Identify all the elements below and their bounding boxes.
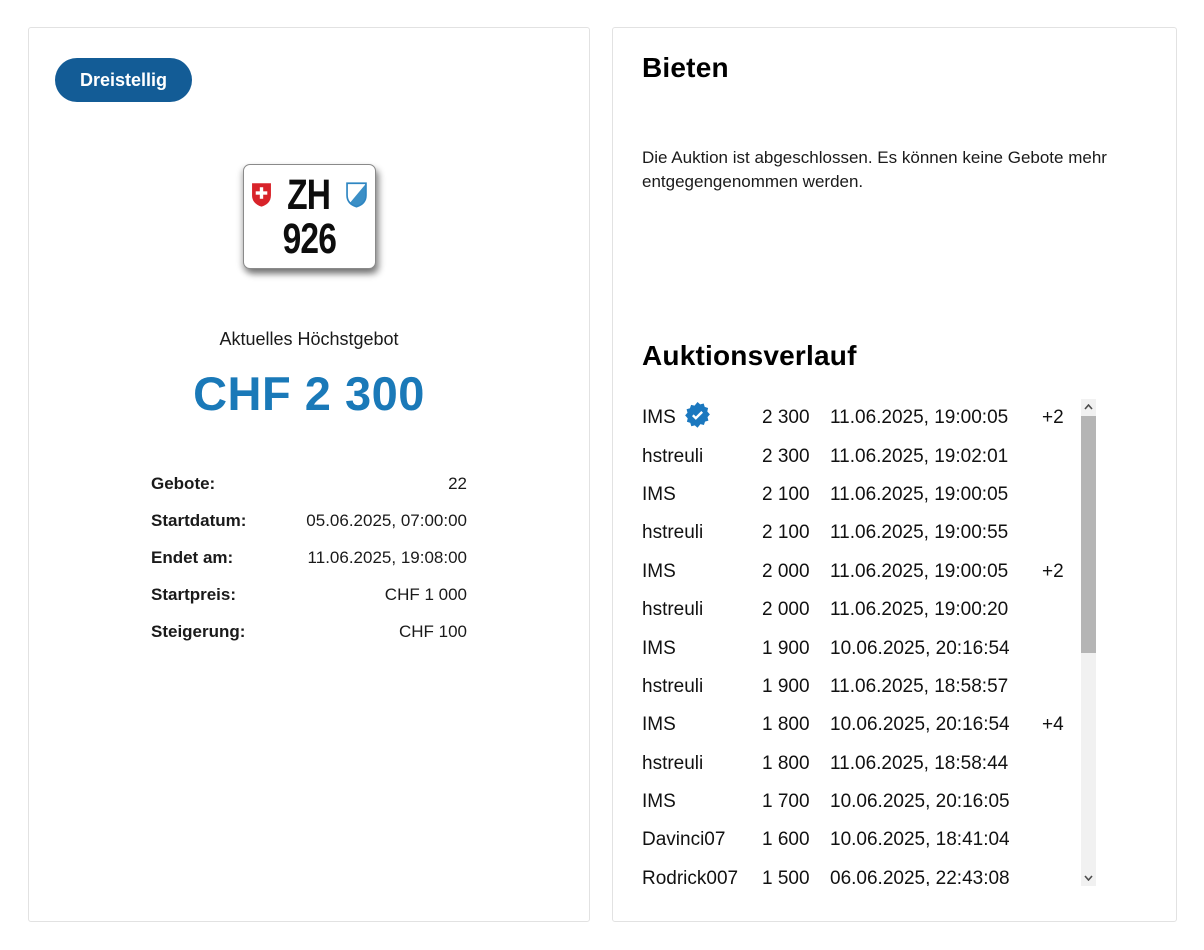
bidder-cell bbox=[642, 753, 762, 775]
bid-datetime: 11.06.2025, 19:00:05 bbox=[830, 560, 1009, 582]
bidding-title: Bieten bbox=[642, 52, 729, 83]
bidder-cell bbox=[642, 522, 762, 544]
bidder-cell bbox=[642, 676, 762, 698]
bidder-name: IMS bbox=[642, 637, 676, 659]
bid-extra: +2 bbox=[1042, 407, 1064, 429]
bid-amount: 1 700 bbox=[762, 791, 810, 813]
license-plate-image bbox=[243, 164, 376, 269]
bidder-name: IMS bbox=[642, 483, 676, 505]
bid-amount: 1 900 bbox=[762, 637, 810, 659]
detail-row bbox=[151, 539, 467, 576]
bid-amount: 1 600 bbox=[762, 829, 810, 851]
verified-badge-icon bbox=[684, 402, 711, 435]
bidder-name: hstreuli bbox=[642, 675, 704, 697]
bid-row bbox=[642, 668, 1081, 706]
detail-label: Gebote: bbox=[151, 473, 216, 493]
swiss-shield-icon bbox=[251, 182, 272, 208]
history-scrollbar[interactable] bbox=[1081, 399, 1096, 886]
bid-datetime: 10.06.2025, 18:41:04 bbox=[830, 829, 1010, 851]
highest-bid-label: Aktuelles Höchstgebot bbox=[219, 329, 399, 349]
bid-datetime: 10.06.2025, 20:16:54 bbox=[830, 714, 1010, 736]
detail-label: Startdatum: bbox=[151, 510, 247, 530]
bidder-name: IMS bbox=[642, 791, 676, 813]
bidder-name: IMS bbox=[642, 407, 676, 429]
bid-row bbox=[642, 437, 1081, 475]
bidder-cell bbox=[642, 561, 762, 583]
bid-amount: 2 000 bbox=[762, 599, 810, 621]
bid-row bbox=[642, 591, 1081, 629]
bid-amount: 2 300 bbox=[762, 407, 810, 429]
bidder-cell bbox=[642, 484, 762, 506]
category-badge: Dreistellig bbox=[55, 58, 192, 102]
bid-datetime: 06.06.2025, 22:43:08 bbox=[830, 867, 1010, 886]
bid-rows bbox=[642, 399, 1081, 886]
bid-datetime: 11.06.2025, 19:00:05 bbox=[830, 407, 1009, 429]
bid-extra: +4 bbox=[1042, 714, 1064, 736]
detail-label: Endet am: bbox=[151, 547, 234, 567]
bidder-name: hstreuli bbox=[642, 522, 704, 544]
bid-row bbox=[642, 629, 1081, 667]
history-title: Auktionsverlauf bbox=[642, 340, 857, 371]
bidding-card bbox=[612, 27, 1177, 922]
bid-amount: 2 300 bbox=[762, 445, 810, 467]
scrollbar-thumb[interactable] bbox=[1081, 416, 1096, 653]
detail-row bbox=[151, 576, 467, 613]
bidder-cell bbox=[642, 599, 762, 621]
auction-closed-message: Die Auktion ist abgeschlossen. Es können keine Gebote mehr entgegengenommen werden. bbox=[642, 148, 1107, 191]
plate-card bbox=[28, 27, 590, 922]
bid-datetime: 10.06.2025, 20:16:54 bbox=[830, 637, 1010, 659]
bid-row bbox=[642, 745, 1081, 783]
bid-amount: 1 900 bbox=[762, 675, 810, 697]
bid-amount: 2 100 bbox=[762, 483, 810, 505]
bidder-cell bbox=[642, 868, 762, 886]
bidder-cell bbox=[642, 402, 762, 435]
bid-datetime: 11.06.2025, 18:58:57 bbox=[830, 675, 1009, 697]
bidder-name: IMS bbox=[642, 560, 676, 582]
bidder-name: hstreuli bbox=[642, 752, 704, 774]
bidder-name: IMS bbox=[642, 714, 676, 736]
bid-amount: 2 000 bbox=[762, 560, 810, 582]
zurich-shield-icon bbox=[346, 182, 367, 208]
detail-value: 05.06.2025, 07:00:00 bbox=[306, 510, 467, 530]
plate-image-wrap bbox=[55, 164, 563, 269]
plate-canton-code: ZH bbox=[287, 170, 331, 219]
scroll-down-icon[interactable] bbox=[1081, 870, 1096, 886]
bid-row bbox=[642, 821, 1081, 859]
scroll-up-icon[interactable] bbox=[1081, 399, 1096, 415]
auction-details bbox=[151, 465, 467, 650]
bidder-name: Rodrick007 bbox=[642, 867, 739, 886]
bidder-name: Davinci07 bbox=[642, 829, 726, 851]
bid-datetime: 11.06.2025, 19:02:01 bbox=[830, 445, 1009, 467]
bid-datetime: 11.06.2025, 19:00:05 bbox=[830, 483, 1009, 505]
bidder-cell bbox=[642, 791, 762, 813]
bid-amount: 1 800 bbox=[762, 714, 810, 736]
bid-row bbox=[642, 706, 1081, 744]
bid-amount: 1 800 bbox=[762, 752, 810, 774]
bid-row bbox=[642, 399, 1081, 437]
auction-history-list[interactable] bbox=[642, 399, 1096, 886]
detail-row bbox=[151, 465, 467, 502]
detail-row bbox=[151, 502, 467, 539]
bidder-cell bbox=[642, 446, 762, 468]
bid-row bbox=[642, 783, 1081, 821]
bid-row bbox=[642, 514, 1081, 552]
bid-row bbox=[642, 476, 1081, 514]
detail-row bbox=[151, 613, 467, 650]
detail-value: 22 bbox=[448, 473, 467, 493]
bid-row bbox=[642, 860, 1081, 886]
highest-bid-value: CHF 2 300 bbox=[193, 367, 425, 420]
detail-value: 11.06.2025, 19:08:00 bbox=[307, 547, 467, 567]
bid-amount: 2 100 bbox=[762, 522, 810, 544]
bidder-cell bbox=[642, 714, 762, 736]
detail-value: CHF 100 bbox=[398, 621, 467, 641]
bidder-cell bbox=[642, 638, 762, 660]
bid-datetime: 11.06.2025, 19:00:20 bbox=[830, 599, 1009, 621]
bid-row bbox=[642, 553, 1081, 591]
plate-number: 926 bbox=[282, 215, 336, 263]
bidder-cell bbox=[642, 829, 762, 851]
plate-top-row bbox=[251, 170, 366, 219]
bid-datetime: 11.06.2025, 18:58:44 bbox=[830, 752, 1009, 774]
detail-label: Startpreis: bbox=[151, 584, 237, 604]
bidder-name: hstreuli bbox=[642, 445, 704, 467]
bid-datetime: 11.06.2025, 19:00:55 bbox=[830, 522, 1009, 544]
bid-amount: 1 500 bbox=[762, 867, 810, 886]
detail-label: Steigerung: bbox=[151, 621, 246, 641]
bidder-name: hstreuli bbox=[642, 599, 704, 621]
bid-extra: +2 bbox=[1042, 560, 1064, 582]
detail-value: CHF 1 000 bbox=[384, 584, 467, 604]
bid-datetime: 10.06.2025, 20:16:05 bbox=[830, 791, 1010, 813]
